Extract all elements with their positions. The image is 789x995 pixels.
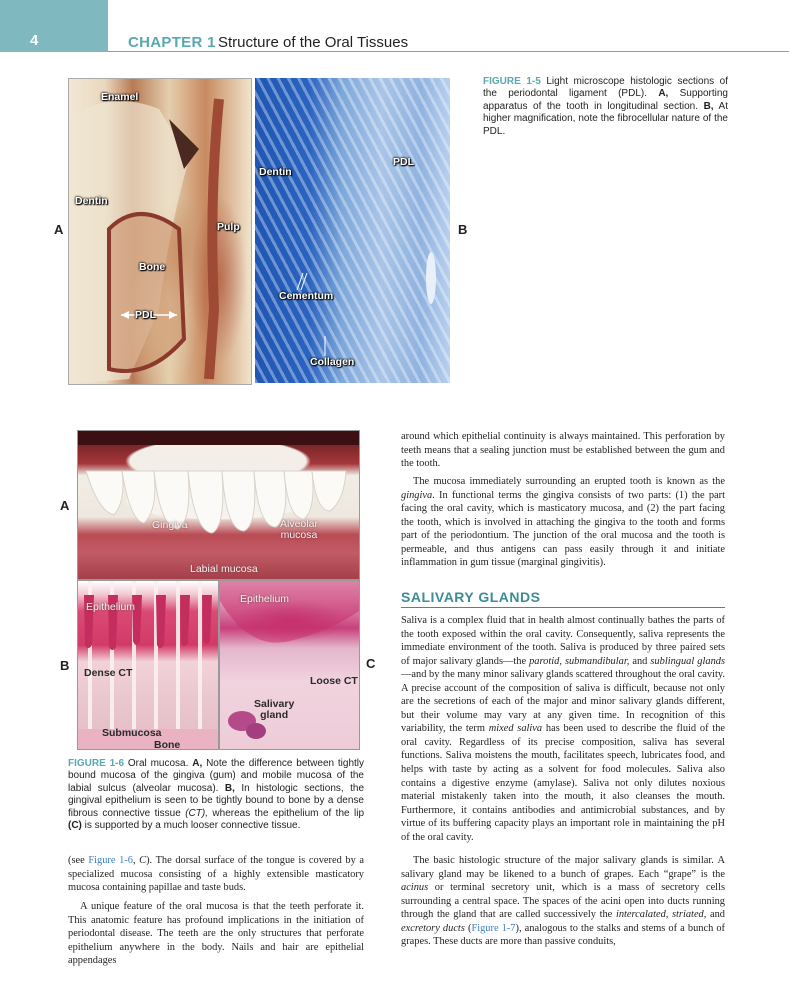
text-run: ), analogous to the stalks and stems of a bunch of grapes. These ducts are more than passive conduits, <box>401 922 726 948</box>
figure-1-6-letter-b: B <box>60 658 70 673</box>
text-run: The basic histologic structure of the major salivary glands is similar. A salivary gland may be likened to a bunch of grapes. Each “grape” is the <box>401 855 725 880</box>
label-dentin-a: Dentin <box>75 195 108 207</box>
text-run: and <box>629 655 651 667</box>
text-run: acinus <box>401 882 429 894</box>
caption-part-b: B, <box>703 100 714 112</box>
text-run: C <box>139 855 147 866</box>
label-epithelium-b: Epithelium <box>86 601 136 613</box>
figure-1-5-label: FIGURE 1-5 <box>483 76 541 87</box>
caption-text: is supported by a much looser connective tissue. <box>84 820 301 832</box>
figure-1-7-link[interactable]: Figure 1-7 <box>471 922 516 934</box>
left-paragraph-1 <box>68 854 364 895</box>
page-tab <box>0 0 108 52</box>
caption-part-a: A, <box>192 758 203 769</box>
label-submucosa: Submucosa <box>102 727 162 739</box>
label-alveolar-mucosa: Alveolar mucosa <box>280 518 318 541</box>
caption-part-a: A, <box>658 88 669 100</box>
section-heading-salivary-glands: SALIVARY GLANDS <box>401 589 541 605</box>
label-enamel: Enamel <box>101 91 139 103</box>
right-paragraph-1: around which epithelial continuity is always maintained. This perforation by teeth means that a sealing junction must be established between the gum and the tooth. <box>401 431 725 470</box>
text-run: excretory ducts <box>401 922 465 934</box>
label-loose-ct: Loose CT <box>310 675 358 687</box>
text-run: The mucosa immediately surrounding an erupted tooth is known as the <box>413 476 725 487</box>
figure-1-6-label: FIGURE 1-6 <box>68 758 125 769</box>
figure-1-6-letter-c: C <box>366 656 376 671</box>
label-collagen: Collagen <box>310 356 355 368</box>
right-paragraph-2 <box>401 475 725 570</box>
figure-1-6-panel-b <box>77 580 219 750</box>
label-labial-mucosa: Labial mucosa <box>190 563 258 575</box>
page-number: 4 <box>30 32 39 49</box>
figure-1-6-link[interactable]: Figure 1-6 <box>88 855 133 866</box>
text-run: sublingual glands <box>650 655 726 667</box>
chapter-title: Structure of the Oral Tissues <box>218 34 409 51</box>
text-run: gingiva <box>401 489 433 501</box>
figure-1-5-letter-b: B <box>458 222 468 237</box>
caption-text: Note the difference between tightly bound mucosa of the gingiva (gum) and mobile mucosa of the labial sulcus (alveolar mucosa). <box>68 758 365 794</box>
caption-ct: (CT), <box>185 807 208 819</box>
caption-text: Oral mucosa. <box>127 758 189 769</box>
figure-1-5-panel-a <box>68 78 252 385</box>
text-run: —and by the many minor salivary glands scattered throughout the oral cavity. A precise account of the composition of saliva is difficult, because not only are the secretions of each of the major and minor salivary glands different, but their volume may vary at any given time. In recognition of this variability, the term <box>401 669 725 735</box>
figure-1-5-letter-a: A <box>54 222 64 237</box>
label-pulp: Pulp <box>217 221 240 233</box>
text-run: . In functional terms the gingiva consists of two parts: (1) the part facing the oral cavity, which is masticatory mucosa, and (2) the part facing the tooth, which is involved in attaching the gingiva to the tooth and forms part of the periodontium. The junction of the oral mucosa and the tooth is permeable, and thus antigens can pass easily through it and initiate inflammation in gum tissue (marginal gingivitis). <box>401 489 725 569</box>
label-epithelium-c: Epithelium <box>240 593 290 605</box>
section-heading-rule <box>401 607 725 608</box>
figure-1-6-caption <box>68 758 364 832</box>
right-paragraph-4 <box>401 854 725 949</box>
text-run: parotid, submandibular, <box>529 655 630 667</box>
right-paragraph-3 <box>401 614 725 844</box>
label-gingiva: Gingiva <box>152 519 188 531</box>
text-run: or terminal secretory unit, which is a mass of secretory cells surrounding a central space. The spaces of the acini open into ducts running through the gland that are called successively the <box>401 882 725 921</box>
label-bone-b: Bone <box>154 739 181 750</box>
text-run: mixed saliva <box>488 723 543 735</box>
lip-histology-image <box>220 581 359 749</box>
left-paragraph-2: A unique feature of the oral mucosa is that the teeth perforate it. This anatomic feature has profound implications in the initiation of periodontal disease. The teeth are the only structures that perforate epithelium anywhere in the body. Nails and hair are epithelial appendages <box>68 901 364 967</box>
label-pdl-a: PDL <box>135 309 156 321</box>
chapter-label: CHAPTER 1 <box>128 34 216 51</box>
text-run: Saliva is a complex fluid that in health almost continually bathes the parts of the tooth exposed within the oral cavity. Consequently, saliva represents the immediate environment of the tooth. Saliva is produced by three paired sets of major salivary glands—the <box>401 615 725 667</box>
figure-1-5-caption <box>483 76 728 138</box>
text-run: ). The dorsal surface of the tongue is covered by a specialized mucosa consisting of a highly extensible masticatory mucosa containing papillae and taste buds. <box>68 855 365 894</box>
text-run: and <box>706 909 726 921</box>
caption-part-b: B, <box>224 782 235 794</box>
header-rule <box>108 51 789 52</box>
figure-1-6-panel-a <box>77 430 360 580</box>
pdl-section-image <box>255 78 450 383</box>
mouth-photo-image <box>78 431 359 579</box>
label-cementum: Cementum <box>279 290 334 302</box>
text-run: has been used to describe the fluid of the oral cavity. Regardless of its precise composition, saliva has several functions. Saliva moistens the mouth, facilitates speech, lubricates food, and helps with taste by acting as a solvent for food molecules. Saliva also contains a digestive enzyme (amylase). Saliva not only dilutes noxious material mistakenly taken into the mouth, it also cleanses the mouth. Furthermore, it contains antibodies and antimicrobial substances, and by virtue of its buffering capacity plays an important role in maintaining the pH of the oral cavity. <box>401 723 726 843</box>
caption-part-c: (C) <box>68 820 82 832</box>
text-run: ( <box>464 922 472 934</box>
label-dentin-b: Dentin <box>259 166 292 178</box>
label-dense-ct: Dense CT <box>84 667 133 679</box>
figure-1-5-panel-b <box>255 78 450 383</box>
text-run: (see <box>68 855 89 866</box>
caption-text: Light microscope histologic sections of the periodontal ligament (PDL). <box>483 76 729 100</box>
caption-text: Supporting apparatus of the tooth in longitudinal section. <box>483 88 728 112</box>
label-salivary-gland: Salivary gland <box>254 698 295 721</box>
caption-text: In histologic sections, the gingival epithelium is seen to be tightly bound to bone by a dense fibrous connective tissue <box>68 782 365 819</box>
figure-1-6-panel-c <box>219 580 360 750</box>
caption-text: whereas the epithelium of the lip <box>212 807 365 819</box>
label-bone-a: Bone <box>139 261 166 273</box>
caption-text: At higher magnification, note the fibrocellular nature of the PDL. <box>483 100 728 137</box>
text-run: intercalated, striated, <box>615 909 707 921</box>
text-run: , <box>132 855 140 866</box>
label-pdl-b: PDL <box>393 156 414 168</box>
figure-1-6-letter-a: A <box>60 498 70 513</box>
